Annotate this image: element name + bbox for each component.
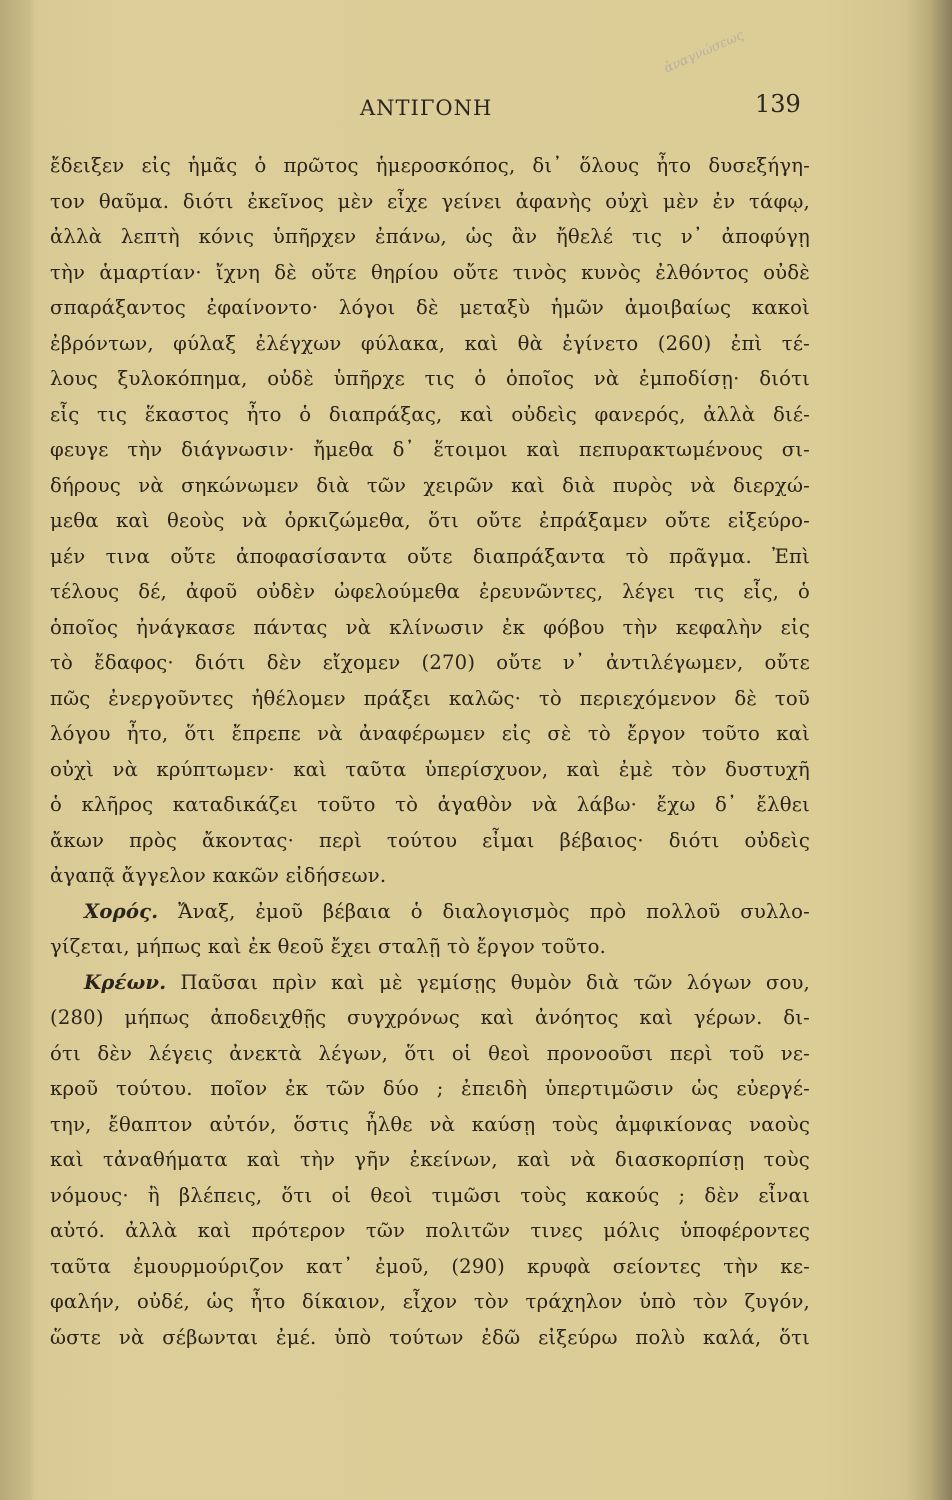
line-text: μέν τινα οὔτε ἀποφασίσαντα οὔτε διαπράξαντα τὸ πρᾶγμα. Ἐπὶ	[50, 544, 810, 568]
body-text	[50, 148, 810, 1355]
line-text: ταῦτα ἐμουρμούριζον κατ᾽ ἐμοῦ, (290) κρυφὰ σείοντες τὴν κε-	[50, 1254, 810, 1278]
text-line	[50, 148, 810, 184]
line-text: τὸ ἔδαφος· διότι δὲν εἴχομεν (270) οὔτε ν᾽ ἀντιλέγωμεν, οὔτε	[50, 651, 810, 674]
speaker-line	[50, 965, 810, 1001]
text-line	[50, 574, 810, 610]
line-text: ἄκων πρὸς ἄκοντας· περὶ τούτου εἶμαι βέβαιος· διότι οὐδεὶς	[50, 828, 810, 852]
speaker-name: Χορός.	[84, 899, 159, 923]
line-text: φαλήν, οὐδέ, ὡς ἦτο δίκαιον, εἶχον τὸν τράχηλον ὑπὸ τὸν ζυγόν,	[50, 1290, 810, 1313]
text-line	[50, 1107, 810, 1143]
line-text: κροῦ τούτου. ποῖον ἐκ τῶν δύο ; ἐπειδὴ ὑπερτιμῶσιν ὡς εὐεργέ-	[50, 1077, 810, 1100]
line-text: ὁποῖος ἠνάγκασε πάντας νὰ κλίνωσιν ἐκ φόβου τὴν κεφαλὴν εἰς	[50, 615, 810, 639]
text-line	[50, 716, 810, 752]
text-line	[50, 1213, 810, 1249]
running-title: ΑΝΤΙΓΟΝΗ	[360, 96, 493, 120]
line-text: τέλους δέ, ἀφοῦ οὐδὲν ὠφελούμεθα ἐρευνῶντες, λέγει τις εἷς, ὁ	[50, 580, 810, 603]
speaker-name: Κρέων.	[84, 970, 167, 994]
text-line	[50, 361, 810, 397]
text-line	[50, 1036, 810, 1072]
text-line	[50, 184, 810, 220]
line-text: ὁ κλῆρος καταδικάζει τοῦτο τὸ ἀγαθὸν νὰ λάβω· ἔχω δ᾽ ἔλθει	[50, 793, 810, 816]
page-number: 139	[755, 90, 801, 118]
line-text: καὶ τἀναθήματα καὶ τὴν γῆν ἐκείνων, καὶ νὰ διασκορπίσῃ τοὺς	[50, 1148, 810, 1171]
text-line	[50, 255, 810, 291]
line-text: ἔδειξεν εἰς ἡμᾶς ὁ πρῶτος ἡμεροσκόπος, δι᾽ ὅλους ἦτο δυσεξήγη-	[50, 154, 810, 177]
text-line	[50, 858, 810, 894]
text-line	[50, 929, 810, 965]
line-text: εἷς τις ἕκαστος ἦτο ὁ διαπράξας, καὶ οὐδεὶς φανερός, ἀλλὰ διέ-	[50, 402, 810, 426]
text-line	[50, 539, 810, 575]
line-text: ἐβρόντων, φύλαξ ἐλέγχων φύλακα, καὶ θὰ ἐγίνετο (260) ἐπὶ τέ-	[50, 331, 810, 355]
text-line	[50, 645, 810, 681]
line-text: φευγε τὴν διάγνωσιν· ἤμεθα δ᾽ ἕτοιμοι καὶ πεπυρακτωμένους σι-	[50, 438, 810, 461]
line-text: τὴν ἁμαρτίαν· ἴχνη δὲ οὔτε θηρίου οὔτε τινὸς κυνὸς ἐλθόντος οὐδὲ	[50, 260, 810, 284]
line-text: δήρους νὰ σηκώνωμεν διὰ τῶν χειρῶν καὶ διὰ πυρὸς νὰ διερχώ-	[50, 473, 810, 497]
line-text: τον θαῦμα. διότι ἐκεῖνος μὲν εἶχε γείνει ἀφανὴς οὐχὶ μὲν ἐν τάφῳ,	[50, 189, 810, 213]
line-text: αὐτό. ἀλλὰ καὶ πρότερον τῶν πολιτῶν τινες μόλις ὑποφέροντες	[50, 1219, 810, 1242]
text-line	[50, 610, 810, 646]
text-line	[50, 290, 810, 326]
line-text: την, ἔθαπτον αὐτόν, ὅστις ἦλθε νὰ καύσῃ τοὺς ἀμφικίονας ναοὺς	[50, 1112, 810, 1136]
running-header	[0, 90, 952, 130]
line-text: ότι δὲν λέγεις ἀνεκτὰ λέγων, ὅτι οἱ θεοὶ προνοοῦσι περὶ τοῦ νε-	[50, 1041, 810, 1065]
text-line	[50, 326, 810, 362]
speaker-line	[50, 894, 810, 930]
line-text: ἀλλὰ λεπτὴ κόνις ὑπῆρχεν ἐπάνω, ὡς ἂν ἤθελέ τις ν᾽ ἀποφύγῃ	[50, 225, 810, 248]
line-text: Ἄναξ, ἐμοῦ βέβαια ὁ διαλογισμὸς πρὸ πολλοῦ συλλο-	[178, 899, 810, 923]
text-line	[50, 823, 810, 859]
line-text: μεθα καὶ θεοὺς νὰ ὁρκιζώμεθα, ὅτι οὔτε ἐπράξαμεν οὔτε εἰξεύρο-	[50, 509, 810, 532]
text-line	[50, 432, 810, 468]
line-text: γίζεται, μήπως καὶ ἐκ θεοῦ ἔχει σταλῇ τὸ ἔργον τοῦτο.	[50, 935, 607, 958]
line-text: σπαράξαντος ἐφαίνοντο· λόγοι δὲ μεταξὺ ἡμῶν ἀμοιβαίως κακοὶ	[50, 296, 810, 319]
text-line	[50, 1178, 810, 1214]
text-line	[50, 1320, 810, 1356]
line-text: (280) μήπως ἀποδειχθῇς συγχρόνως καὶ ἀνόητος καὶ γέρων. δι-	[50, 1006, 810, 1029]
line-text: οὐχὶ νὰ κρύπτωμεν· καὶ ταῦτα ὑπερίσχυον, καὶ ἐμὲ τὸν δυστυχῆ	[50, 757, 810, 781]
text-line	[50, 1000, 810, 1036]
line-text: ἀγαπᾷ ἄγγελον κακῶν εἰδήσεων.	[50, 864, 387, 887]
text-line	[50, 468, 810, 504]
text-line	[50, 1071, 810, 1107]
text-line	[50, 503, 810, 539]
text-line	[50, 752, 810, 788]
text-line	[50, 1284, 810, 1320]
text-line	[50, 787, 810, 823]
text-line	[50, 397, 810, 433]
text-line	[50, 1249, 810, 1285]
line-text: λους ξυλοκόπημα, οὐδὲ ὑπῆρχε τις ὁ ὁποῖος νὰ ἐμποδίσῃ· διότι	[50, 367, 810, 390]
line-text: λόγου ἦτο, ὅτι ἔπρεπε νὰ ἀναφέρωμεν εἰς σὲ τὸ ἔργον τοῦτο καὶ	[50, 722, 810, 745]
text-line	[50, 219, 810, 255]
line-text: νόμους· ἢ βλέπεις, ὅτι οἱ θεοὶ τιμῶσι τοὺς κακούς ; δὲν εἶναι	[50, 1183, 810, 1207]
line-text: ὥστε νὰ σέβωνται ἐμέ. ὑπὸ τούτων ἐδῶ εἰξεύρω πολὺ καλά, ὅτι	[50, 1325, 810, 1349]
pencil-annotation: ἀναγνώσεως	[661, 27, 747, 77]
text-line	[50, 1142, 810, 1178]
text-line	[50, 681, 810, 717]
line-text: πῶς ἐνεργοῦντες ἠθέλομεν πράξει καλῶς· τὸ περιεχόμενον δὲ τοῦ	[50, 686, 810, 710]
line-text: Παῦσαι πρὶν καὶ μὲ γεμίσῃς θυμὸν διὰ τῶν λόγων σου,	[180, 970, 810, 994]
